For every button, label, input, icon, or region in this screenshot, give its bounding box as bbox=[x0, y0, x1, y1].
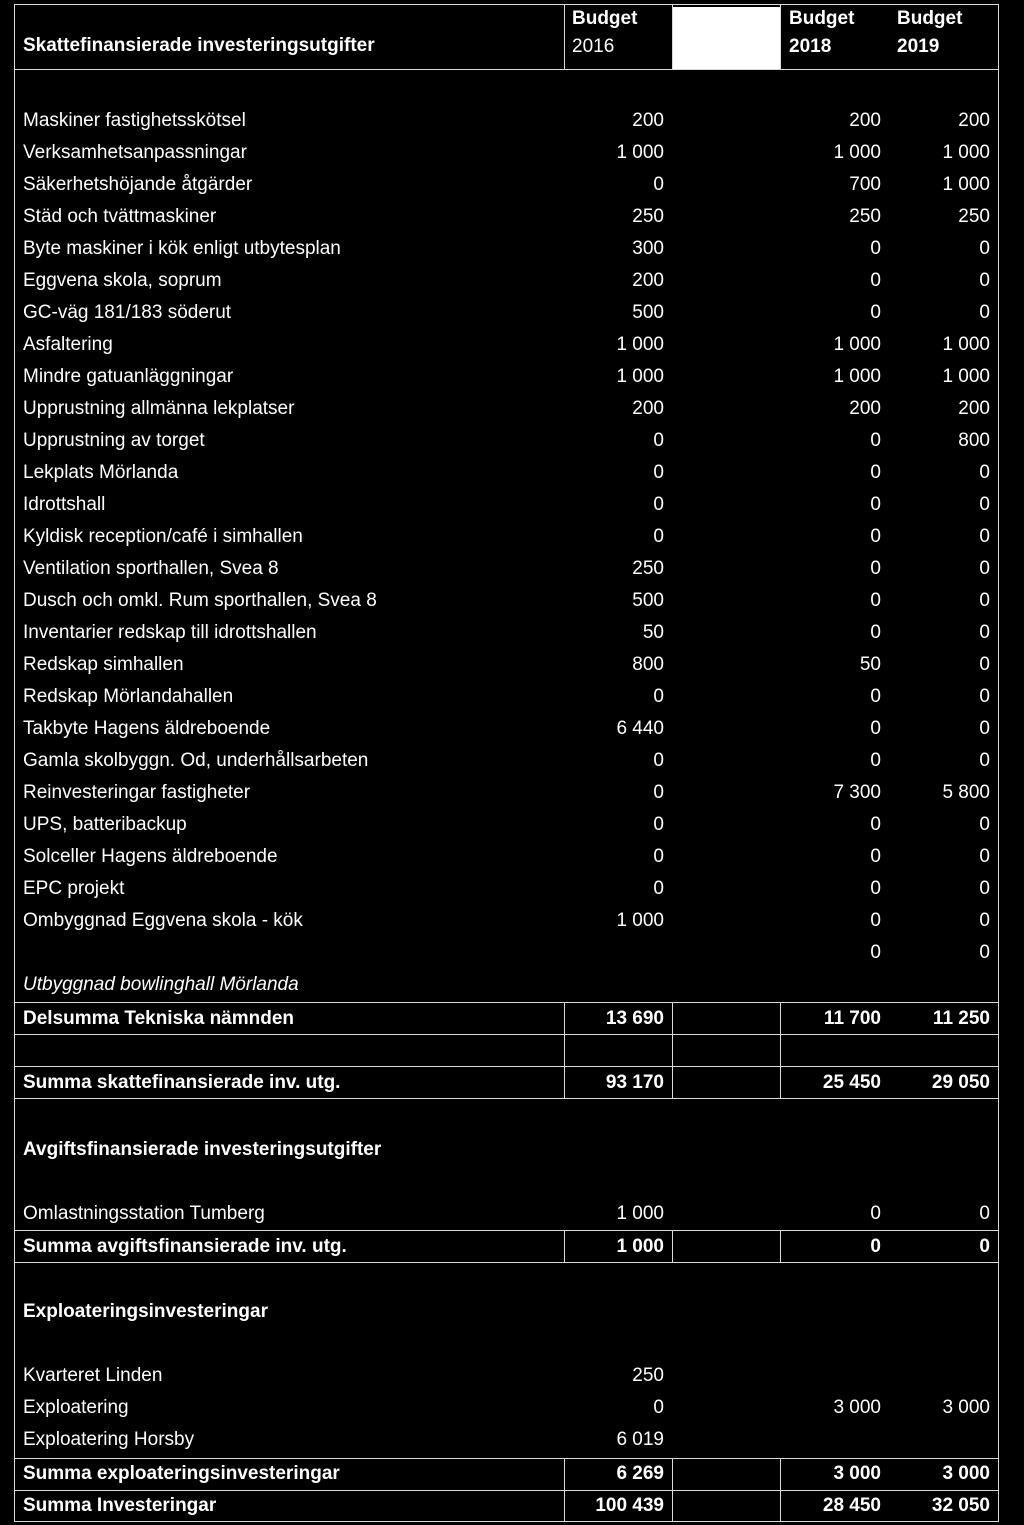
value-2016: 0 bbox=[653, 750, 664, 771]
col-rule bbox=[672, 4, 673, 69]
value-2016: 0 bbox=[653, 1397, 664, 1418]
table-row bbox=[14, 361, 999, 393]
value-2018: 0 bbox=[870, 878, 881, 899]
value-2018: 0 bbox=[870, 590, 881, 611]
value-2016: 0 bbox=[653, 174, 664, 195]
value-2019: 0 bbox=[979, 942, 990, 963]
value-2019: 1 000 bbox=[942, 142, 990, 163]
row-label: Summa avgiftsfinansierade inv. utg. bbox=[23, 1236, 347, 1257]
table-row bbox=[14, 105, 999, 137]
row-label: Idrottshall bbox=[23, 494, 106, 515]
value-2018: 0 bbox=[870, 718, 881, 739]
value-2016: 0 bbox=[653, 782, 664, 803]
value-2018: 200 bbox=[849, 110, 881, 131]
value-2019: 3 000 bbox=[942, 1463, 990, 1484]
value-2019: 1 000 bbox=[942, 174, 990, 195]
table-row bbox=[14, 457, 999, 489]
value-2018: 200 bbox=[849, 398, 881, 419]
value-2018: 250 bbox=[849, 206, 881, 227]
table-row bbox=[14, 169, 999, 201]
table-row bbox=[14, 297, 999, 329]
table-row bbox=[14, 585, 999, 617]
value-2016: 1 000 bbox=[616, 366, 664, 387]
value-2019: 0 bbox=[979, 238, 990, 259]
value-2018: 0 bbox=[870, 942, 881, 963]
value-2018: 7 300 bbox=[833, 782, 881, 803]
table-row bbox=[14, 1424, 999, 1456]
row-label: Ombyggnad Eggvena skola - kök bbox=[23, 910, 303, 931]
row-label: Upprustning allmänna lekplatser bbox=[23, 398, 295, 419]
value-2016: 800 bbox=[632, 654, 664, 675]
value-2016: 1 000 bbox=[616, 910, 664, 931]
row-label: GC-väg 181/183 söderut bbox=[23, 302, 232, 323]
row-label: Kyldisk reception/café i simhallen bbox=[23, 526, 303, 547]
value-2019 bbox=[888, 969, 990, 1001]
value-2016: 100 439 bbox=[595, 1495, 664, 1516]
section-title: Exploateringsinvesteringar bbox=[23, 1301, 268, 1322]
table-row bbox=[14, 617, 999, 649]
value-2016 bbox=[564, 969, 664, 1001]
value-2018 bbox=[780, 1424, 881, 1456]
row-label: Summa skattefinansierade inv. utg. bbox=[23, 1072, 341, 1093]
row-label: Reinvesteringar fastigheter bbox=[23, 782, 251, 803]
section-heading bbox=[14, 1296, 999, 1328]
value-2019 bbox=[888, 1360, 990, 1392]
value-2016: 6 269 bbox=[616, 1463, 664, 1484]
value-2016: 0 bbox=[653, 462, 664, 483]
value-2018: 0 bbox=[870, 622, 881, 643]
table-row bbox=[14, 777, 999, 809]
value-2016: 250 bbox=[632, 558, 664, 579]
row-label: Upprustning av torget bbox=[23, 430, 205, 451]
value-2018: 1 000 bbox=[833, 142, 881, 163]
value-2018: 0 bbox=[870, 270, 881, 291]
value-2019: 29 050 bbox=[931, 1072, 990, 1093]
total-row bbox=[14, 1231, 999, 1263]
value-2016: 250 bbox=[632, 206, 664, 227]
value-2018: 11 700 bbox=[823, 1008, 881, 1029]
subtotal-row bbox=[14, 1003, 999, 1035]
row-label: Omlastningsstation Tumberg bbox=[23, 1203, 265, 1224]
value-2019: 32 050 bbox=[931, 1495, 990, 1516]
value-2018: 25 450 bbox=[822, 1072, 881, 1093]
value-2016: 1 000 bbox=[616, 1236, 664, 1257]
table-row bbox=[14, 681, 999, 713]
table-row bbox=[14, 265, 999, 297]
value-2019: 3 000 bbox=[942, 1397, 990, 1418]
table-row bbox=[14, 905, 999, 937]
value-2018: 0 bbox=[870, 494, 881, 515]
value-2016: 0 bbox=[653, 526, 664, 547]
table-row bbox=[14, 329, 999, 361]
row-label: UPS, batteribackup bbox=[23, 814, 187, 835]
row-label: Summa Investeringar bbox=[23, 1495, 217, 1516]
row-label: Takbyte Hagens äldreboende bbox=[23, 718, 271, 739]
row-label: Exploatering Horsby bbox=[23, 1429, 195, 1450]
row-label: Asfaltering bbox=[23, 334, 113, 355]
row-label: Summa exploateringsinvesteringar bbox=[23, 1463, 340, 1484]
value-2019: 0 bbox=[979, 878, 990, 899]
value-2016: 0 bbox=[653, 686, 664, 707]
row-label: Gamla skolbyggn. Od, underhållsarbeten bbox=[23, 750, 369, 771]
value-2018: 0 bbox=[870, 846, 881, 867]
row-label: Ventilation sporthallen, Svea 8 bbox=[23, 558, 279, 579]
value-2019: 0 bbox=[979, 462, 990, 483]
value-2018 bbox=[780, 1360, 881, 1392]
value-2019: 0 bbox=[979, 270, 990, 291]
row-label: Dusch och omkl. Rum sporthallen, Svea 8 bbox=[23, 590, 377, 611]
value-2018: 0 bbox=[870, 1236, 881, 1257]
value-2019: 0 bbox=[979, 494, 990, 515]
table-row bbox=[14, 489, 999, 521]
value-2016: 13 690 bbox=[605, 1008, 664, 1029]
row-label: Säkerhetshöjande åtgärder bbox=[23, 174, 253, 195]
row-label: Städ och tvättmaskiner bbox=[23, 206, 217, 227]
table-row bbox=[14, 233, 999, 265]
value-2016: 93 170 bbox=[605, 1072, 664, 1093]
value-2019: 0 bbox=[979, 686, 990, 707]
value-2019: 200 bbox=[958, 110, 990, 131]
table-row bbox=[14, 969, 999, 1001]
value-2018: 28 450 bbox=[822, 1495, 881, 1516]
value-2018: 0 bbox=[870, 462, 881, 483]
value-2019: 11 250 bbox=[932, 1008, 990, 1029]
value-2019 bbox=[888, 1424, 990, 1456]
table-row bbox=[14, 201, 999, 233]
value-2018: 700 bbox=[849, 174, 881, 195]
value-2016: 0 bbox=[653, 846, 664, 867]
value-2019: 0 bbox=[979, 1203, 990, 1224]
col-header-2019-line1: Budget bbox=[897, 8, 963, 29]
value-2016: 6 019 bbox=[616, 1429, 664, 1450]
table-row bbox=[14, 809, 999, 841]
row-label: Lekplats Mörlanda bbox=[23, 462, 179, 483]
row-label: Kvarteret Linden bbox=[23, 1365, 163, 1386]
rule-header-bottom bbox=[14, 69, 999, 70]
value-2018: 3 000 bbox=[833, 1463, 881, 1484]
table-row bbox=[14, 649, 999, 681]
row-label: Delsumma Tekniska nämnden bbox=[23, 1008, 295, 1029]
col-rule bbox=[564, 4, 565, 69]
value-2019: 0 bbox=[979, 526, 990, 547]
table-row bbox=[14, 1198, 999, 1230]
value-2018: 0 bbox=[870, 686, 881, 707]
value-2016: 300 bbox=[632, 238, 664, 259]
col-header-2018-line1: Budget bbox=[789, 8, 855, 29]
value-2018: 0 bbox=[870, 558, 881, 579]
value-2018: 0 bbox=[870, 750, 881, 771]
col-header-2018-line2: 2018 bbox=[789, 36, 832, 57]
value-2016: 1 000 bbox=[616, 1203, 664, 1224]
value-2019: 0 bbox=[979, 910, 990, 931]
value-2019: 0 bbox=[979, 558, 990, 579]
value-2016: 200 bbox=[632, 398, 664, 419]
row-label: Mindre gatuanläggningar bbox=[23, 366, 234, 387]
section-heading bbox=[14, 1134, 999, 1166]
value-2016: 500 bbox=[632, 590, 664, 611]
row-label: Maskiner fastighetsskötsel bbox=[23, 110, 246, 131]
value-2016: 200 bbox=[632, 110, 664, 131]
value-2019: 0 bbox=[979, 846, 990, 867]
total-row bbox=[14, 1458, 999, 1490]
value-2019: 0 bbox=[979, 1236, 990, 1257]
value-2019: 0 bbox=[979, 814, 990, 835]
table-row bbox=[14, 521, 999, 553]
row-label: Byte maskiner i kök enligt utbytesplan bbox=[23, 238, 341, 259]
table-row bbox=[14, 1392, 999, 1424]
value-2016: 250 bbox=[632, 1365, 664, 1386]
value-2019: 0 bbox=[979, 718, 990, 739]
value-2016: 200 bbox=[632, 270, 664, 291]
table-row bbox=[14, 393, 999, 425]
value-2019: 200 bbox=[958, 398, 990, 419]
value-2019: 1 000 bbox=[942, 334, 990, 355]
value-2018: 1 000 bbox=[833, 334, 881, 355]
section-title: Avgiftsfinansierade investeringsutgifter bbox=[23, 1139, 382, 1160]
table-row bbox=[14, 937, 999, 969]
value-2019: 0 bbox=[979, 750, 990, 771]
col-header-2016-line1: Budget bbox=[572, 8, 638, 29]
value-2018: 3 000 bbox=[833, 1397, 881, 1418]
value-2018: 0 bbox=[870, 430, 881, 451]
value-2018: 0 bbox=[870, 238, 881, 259]
table-title: Skattefinansierade investeringsutgifter bbox=[23, 35, 375, 56]
value-2019: 0 bbox=[979, 654, 990, 675]
value-2018: 50 bbox=[859, 654, 881, 675]
row-label: Redskap simhallen bbox=[23, 654, 184, 675]
value-2018: 1 000 bbox=[833, 366, 881, 387]
value-2016: 0 bbox=[653, 814, 664, 835]
table-row bbox=[14, 1360, 999, 1392]
value-2018 bbox=[780, 969, 881, 1001]
table-row bbox=[14, 137, 999, 169]
value-2019: 1 000 bbox=[942, 366, 990, 387]
table-row bbox=[14, 553, 999, 585]
value-2016: 500 bbox=[632, 302, 664, 323]
value-2019: 250 bbox=[958, 206, 990, 227]
value-2016: 1 000 bbox=[616, 142, 664, 163]
row-label: Exploatering bbox=[23, 1397, 129, 1418]
value-2019: 800 bbox=[958, 430, 990, 451]
value-2019: 5 800 bbox=[942, 782, 990, 803]
value-2016: 6 440 bbox=[616, 718, 664, 739]
row-label: Utbyggnad bowlinghall Mörlanda bbox=[23, 974, 299, 995]
grand-total-row bbox=[14, 1490, 999, 1522]
row-label: EPC projekt bbox=[23, 878, 125, 899]
value-2016: 50 bbox=[642, 622, 664, 643]
row-label: Verksamhetsanpassningar bbox=[23, 142, 247, 163]
value-2019: 0 bbox=[979, 622, 990, 643]
value-2019: 0 bbox=[979, 302, 990, 323]
table-row bbox=[14, 713, 999, 745]
value-2018: 0 bbox=[870, 814, 881, 835]
row-label bbox=[23, 937, 563, 969]
value-2018: 0 bbox=[870, 302, 881, 323]
blank-column-2017 bbox=[673, 7, 780, 69]
table-row bbox=[14, 841, 999, 873]
row-label: Inventarier redskap till idrottshallen bbox=[23, 622, 317, 643]
value-2018: 0 bbox=[870, 910, 881, 931]
row-label: Solceller Hagens äldreboende bbox=[23, 846, 278, 867]
col-header-2016-line2: 2016 bbox=[572, 36, 615, 57]
table-row bbox=[14, 873, 999, 905]
col-header-2019-line2: 2019 bbox=[897, 36, 940, 57]
value-2016: 0 bbox=[653, 430, 664, 451]
col-rule bbox=[780, 4, 781, 69]
value-2018: 0 bbox=[870, 526, 881, 547]
value-2016 bbox=[564, 937, 664, 969]
value-2018: 0 bbox=[870, 1203, 881, 1224]
value-2016: 0 bbox=[653, 494, 664, 515]
total-row bbox=[14, 1067, 999, 1099]
row-label: Redskap Mörlandahallen bbox=[23, 686, 234, 707]
table-row bbox=[14, 745, 999, 777]
value-2019: 0 bbox=[979, 590, 990, 611]
table-row bbox=[14, 425, 999, 457]
row-label: Eggvena skola, soprum bbox=[23, 270, 222, 291]
value-2016: 1 000 bbox=[616, 334, 664, 355]
value-2016: 0 bbox=[653, 878, 664, 899]
